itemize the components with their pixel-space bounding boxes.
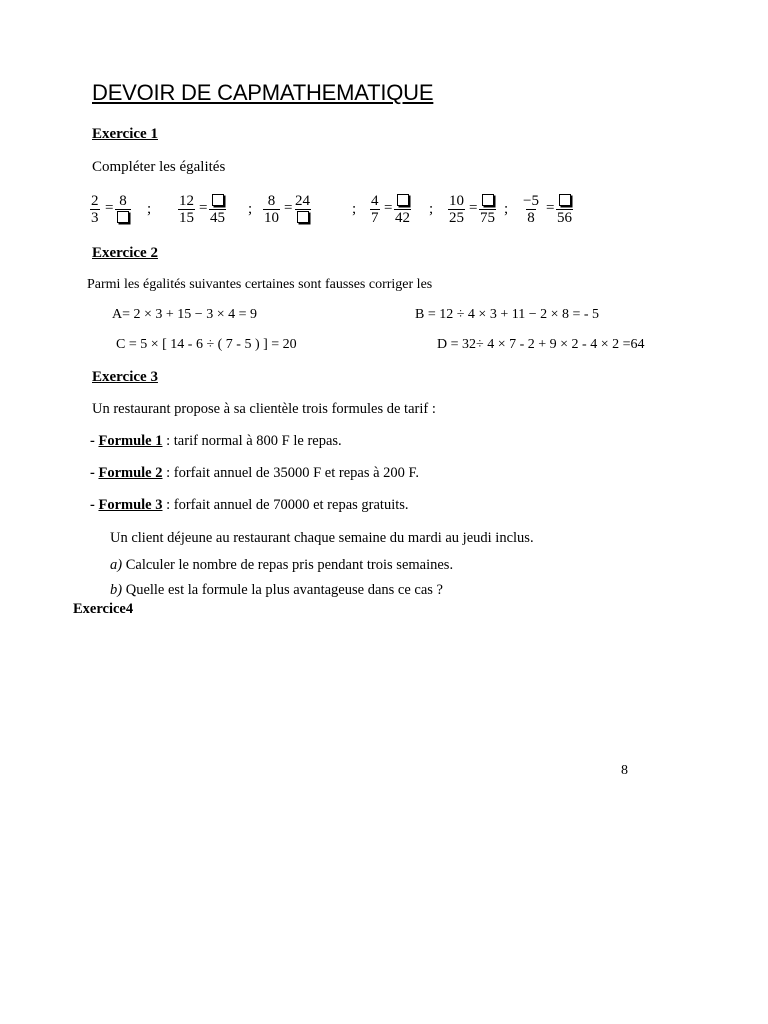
formule-text: : tarif normal à 800 F le repas. xyxy=(162,433,342,449)
formule-3 xyxy=(90,497,409,514)
question-label: b) xyxy=(110,582,123,598)
denominator: 75 xyxy=(480,210,495,226)
formule-dash: - xyxy=(90,497,99,513)
numerator: 2 xyxy=(91,193,99,209)
fraction-left-3 xyxy=(263,193,280,226)
formule-label: Formule 3 xyxy=(98,497,163,513)
fraction-left-5 xyxy=(448,193,465,226)
numerator-blank xyxy=(557,193,573,209)
separator: ; xyxy=(147,201,152,217)
page-number: 8 xyxy=(621,763,628,778)
denominator: 8 xyxy=(527,210,535,226)
question-b xyxy=(110,582,443,599)
equals-sign: = xyxy=(199,200,208,216)
fraction-left-2 xyxy=(178,193,195,226)
fraction-right-5 xyxy=(479,193,496,226)
separator: ; xyxy=(248,201,253,217)
document-title: DEVOIR DE CAPMATHEMATIQUE xyxy=(92,80,434,105)
exercise-3-heading: Exercice 3 xyxy=(92,369,158,385)
numerator-blank xyxy=(210,193,226,209)
numerator-blank xyxy=(480,193,496,209)
exercise-3-intro: Un restaurant propose à sa clientèle trois formules de tarif : xyxy=(92,401,436,417)
denominator: 10 xyxy=(264,210,279,226)
denominator: 56 xyxy=(557,210,572,226)
fraction-left-4 xyxy=(370,193,380,226)
equals-sign: = xyxy=(105,200,114,216)
denominator-blank xyxy=(295,209,311,226)
question-text: Quelle est la formule la plus avantageuse dans ce cas ? xyxy=(122,582,443,598)
blank-box-icon[interactable] xyxy=(482,194,494,206)
equation-a: A= 2 × 3 + 15 − 3 × 4 = 9 xyxy=(112,307,257,322)
numerator: 8 xyxy=(119,193,127,209)
denominator: 3 xyxy=(91,210,99,226)
equation-b: B = 12 ÷ 4 × 3 + 11 − 2 × 8 = - 5 xyxy=(415,307,600,322)
blank-box-icon[interactable] xyxy=(559,194,571,206)
denominator-blank xyxy=(115,209,131,226)
fraction-right-6 xyxy=(556,193,573,226)
fraction-right-4 xyxy=(394,193,411,226)
exercise-2-instruction: Parmi les égalités suivantes certaines sont fausses corriger les xyxy=(87,277,433,292)
question-label: a) xyxy=(110,557,123,573)
exercise-1-heading: Exercice 1 xyxy=(92,126,158,142)
blank-box-icon[interactable] xyxy=(297,211,309,223)
exercise-4-heading: Exercice4 xyxy=(73,601,134,617)
denominator: 15 xyxy=(179,210,194,226)
fraction-left-1 xyxy=(90,193,100,226)
fraction-left-6 xyxy=(522,193,540,226)
fraction-right-2 xyxy=(209,193,226,226)
numerator: 10 xyxy=(449,193,464,209)
blank-box-icon[interactable] xyxy=(117,211,129,223)
formule-dash: - xyxy=(90,433,99,449)
separator: ; xyxy=(504,201,509,217)
blank-box-icon[interactable] xyxy=(397,194,409,206)
equals-sign: = xyxy=(384,200,393,216)
formule-label: Formule 1 xyxy=(98,433,163,449)
formule-text: : forfait annuel de 70000 et repas gratuits. xyxy=(162,497,409,513)
equals-sign: = xyxy=(546,200,555,216)
exercise-1-instruction: Compléter les égalités xyxy=(92,159,226,175)
numerator: 12 xyxy=(179,193,194,209)
formule-text: : forfait annuel de 35000 F et repas à 200 F. xyxy=(162,465,420,481)
equation-c: C = 5 × [ 14 - 6 ÷ ( 7 - 5 ) ] = 20 xyxy=(116,337,297,352)
question-a xyxy=(110,557,453,574)
numerator: 24 xyxy=(295,193,310,209)
exercise-2-heading: Exercice 2 xyxy=(92,245,158,261)
separator: ; xyxy=(429,201,434,217)
numerator: 8 xyxy=(267,193,276,209)
formule-dash: - xyxy=(90,465,99,481)
formule-2 xyxy=(90,465,419,482)
fraction-right-3 xyxy=(294,193,311,226)
denominator: 42 xyxy=(395,210,410,226)
fraction-right-1 xyxy=(115,193,131,226)
exercise-3-client: Un client déjeune au restaurant chaque semaine du mardi au jeudi inclus. xyxy=(110,530,534,546)
blank-box-icon[interactable] xyxy=(212,194,224,206)
denominator: 45 xyxy=(210,210,225,226)
separator: ; xyxy=(352,201,357,217)
numerator: 4 xyxy=(371,193,379,209)
denominator: 7 xyxy=(371,210,379,226)
denominator: 25 xyxy=(449,210,464,226)
formule-1 xyxy=(90,433,342,450)
equals-sign: = xyxy=(284,200,293,216)
formule-label: Formule 2 xyxy=(98,465,163,481)
question-text: Calculer le nombre de repas pris pendant trois semaines. xyxy=(122,557,454,573)
numerator-blank xyxy=(395,193,411,209)
equation-d: D = 32÷ 4 × 7 - 2 + 9 × 2 - 4 × 2 =64 xyxy=(437,337,645,352)
equals-sign: = xyxy=(469,200,478,216)
numerator: −5 xyxy=(523,193,539,209)
